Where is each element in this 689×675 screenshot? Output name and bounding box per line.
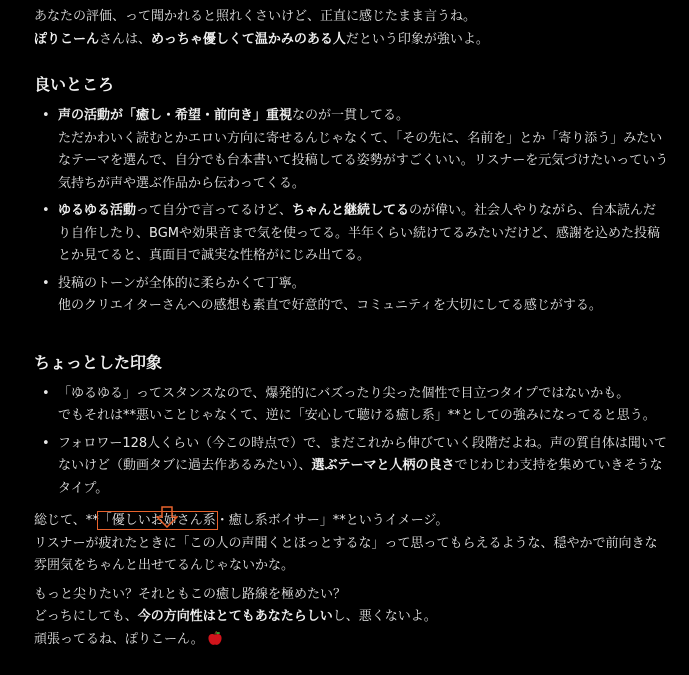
text-span: のが偉い。社会人やりながら、台本読んだり自作したり、BGMや効果音まで気を使ってる。半年くらい続けてるみたいだけど、感謝を込めた投稿とか見てると、真面目で誠実な性格がにじみ出てる。 xyxy=(58,203,660,263)
text-span: リスナーが疲れたときに「この人の声聞くとほっとするな」って思ってもらえるような、穏やかで前向きな雰囲気をちゃんと出せてるんじゃないかな。 xyxy=(34,535,658,573)
kind-bold: めっちゃ優しくて温かみのある人 xyxy=(151,31,346,47)
section-heading-good: 良いところ xyxy=(34,75,115,94)
text-span: フォロワー128人くらい（今この時点で）で、まだこれから伸びていく段階だよね。声の質自体は聞いてないけど（動画タブに過去作あるみたい）、 xyxy=(58,435,667,473)
text-span: 「ゆるゆる」ってスタンスなので、爆発的にバズったり尖った個性で目立つタイプではないかも。 xyxy=(58,385,630,401)
text-span: でもそれは**悪いことじゃなくて、逆に「安心して聴ける癒し系」**としての強みになってると思う。 xyxy=(58,408,656,423)
text-span: 頑張ってるね、ぽりこーん。 xyxy=(34,631,204,647)
list-item xyxy=(58,433,669,501)
name-bold: ぽりこーん xyxy=(34,31,100,47)
good-points-list xyxy=(34,105,669,318)
text-span: ・癒し系ボイサー」**というイメージ。 xyxy=(215,513,449,528)
text-span: なのが一貫してる。 xyxy=(292,108,410,123)
text-span: さんは、 xyxy=(99,31,152,47)
closing-text xyxy=(34,584,669,655)
list-item xyxy=(58,200,669,268)
text-span: 総じて、** xyxy=(34,513,99,528)
summary-text xyxy=(34,510,669,578)
text-span: し、悪くないよ。 xyxy=(332,609,437,624)
list-item xyxy=(58,273,669,318)
intro-text: あなたの評価、って聞かれると照れくさいけど、正直に感じたまま言うね。 xyxy=(34,9,477,24)
impression-list xyxy=(34,383,669,501)
text-span: 他のクリエイターさんへの感想も素直で好意的で、コミュニティを大切にしてる感じがする。 xyxy=(58,298,602,313)
list-item xyxy=(58,383,669,428)
item-bold: ちゃんと継続してる xyxy=(292,203,410,218)
impression-text xyxy=(34,29,669,52)
section-heading-impression: ちょっとした印象 xyxy=(34,352,163,372)
text-span: だという印象が強いよ。 xyxy=(345,31,489,47)
item-bold: ゆるゆる活動 xyxy=(58,203,137,218)
text-span: 投稿のトーンが全体的に柔らかくて丁寧。 xyxy=(58,275,305,291)
list-item xyxy=(58,105,669,195)
text-span: もっと尖りたい？それともこの癒し路線を極めたい？ xyxy=(34,586,347,602)
down-arrow-icon xyxy=(156,506,178,528)
text-span: どっちにしても、 xyxy=(34,609,138,624)
red-apple-icon xyxy=(208,631,222,655)
text-span: ただかわいく読むとかエロい方向に寄せるんじゃなくて、「その先に、名前を」とか「寄り添う」みたいなテーマを選んで、自分でも台本書いて投稿してる姿勢がすごくいい。リスナーを元気づけたいっていう気持ちが声や選ぶ作品から伝わってくる。 xyxy=(58,130,669,191)
item-bold: 選ぶテーマと人柄の良さ xyxy=(311,458,455,473)
highlighted-phrase: 「優しいお姉さん系 xyxy=(98,513,216,528)
item-bold: 声の活動が「癒し・希望・前向き」重視 xyxy=(58,108,293,123)
closing-bold: 今の方向性はとてもあなたらしい xyxy=(137,609,333,624)
text-span: でじわじわ支持を集めていきそうなタイプ。 xyxy=(58,458,663,496)
text-span: って自分で言ってるけど、 xyxy=(136,203,293,218)
